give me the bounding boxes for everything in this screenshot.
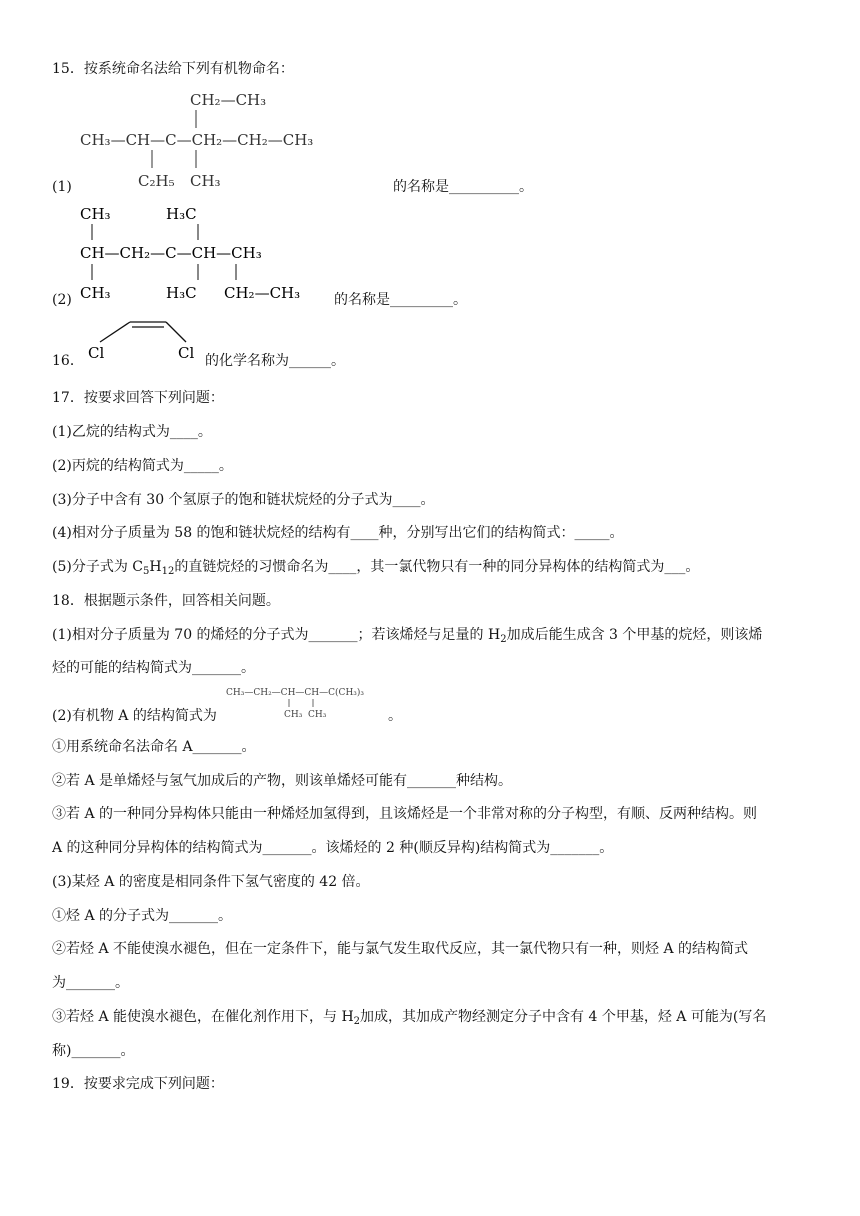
a-methyl-2: CH₃ xyxy=(308,710,327,720)
s2-top-left: CH₃ xyxy=(80,205,111,223)
q18-d3-line2: 称)_______。 xyxy=(52,1043,135,1059)
s2-bottom-mid: H₃C xyxy=(166,284,197,302)
q17-line3: (3)分子中含有 30 个氢原子的饱和链状烷烃的分子式为____。 xyxy=(52,492,435,508)
a-main-chain: CH₃—CH₂—CH—CH—C(CH₃)₃ xyxy=(226,688,365,698)
s1-methyl: CH₃ xyxy=(190,172,221,190)
s2-bottom-right: CH₂—CH₃ xyxy=(224,284,301,302)
cl-right: Cl xyxy=(178,344,195,362)
s2-main-chain: CH—CH₂—C—CH—CH₃ xyxy=(80,244,262,262)
s1-ethyl: C₂H₅ xyxy=(138,172,175,190)
q17-line2: (2)丙烷的结构简式为_____。 xyxy=(52,458,233,474)
s1-main-chain: CH₃—CH—C—CH₂—CH₂—CH₃ xyxy=(80,131,314,149)
q18-c2: ②若 A 是单烯烃与氢气加成后的产物，则该单烯烃可能有_______种结构。 xyxy=(52,773,513,789)
q17-stem: 17．按要求回答下列问题： xyxy=(52,390,224,406)
q15-part2-text: 的名称是_________。 xyxy=(334,292,467,308)
a-methyl-1: CH₃ xyxy=(284,710,303,720)
q15-part1-text: 的名称是__________。 xyxy=(393,179,533,195)
q17-line1: (1)乙烷的结构式为____。 xyxy=(52,424,212,440)
q17-line4: (4)相对分子质量为 58 的饱和链状烷烃的结构有____种，分别写出它们的结构简式：_____。 xyxy=(52,525,624,541)
q16-text: 的化学名称为______。 xyxy=(205,353,345,369)
q15-stem: 15．按系统命名法给下列有机物命名： xyxy=(52,61,294,77)
q18-part1-line1: (1)相对分子质量为 70 的烯烃的分子式为_______；若该烯烃与足量的 $H_2$加成后能生成含 3 个甲基的烷烃，则该烯 xyxy=(52,627,763,645)
q18-c3-line1: ③若 A 的一种同分异构体只能由一种烯烃加氢得到，且该烯烃是一个非常对称的分子构型，有顺、反两种结构。则 xyxy=(52,806,758,822)
s2-bottom-left: CH₃ xyxy=(80,284,111,302)
dichloroethene-structure xyxy=(86,316,206,364)
q18-d2-line1: ②若烃 A 不能使溴水褪色，但在一定条件下，能与氯气发生取代反应，其一氯代物只有一种，则烃 A 的结构简式 xyxy=(52,941,749,957)
q15-part1-label: (1) xyxy=(52,179,72,195)
q18-d2-line2: 为_______。 xyxy=(52,975,129,991)
structure-1 xyxy=(74,86,394,194)
q18-c1: ①用系统命名法命名 A_______。 xyxy=(52,739,256,755)
q17-line5: (5)分子式为 $C_5H_{12}$的直链烷烃的习惯命名为____，其一氯代物只有一种的同分异构体的结构简式为___。 xyxy=(52,559,700,577)
q16-number: 16． xyxy=(52,353,84,369)
q18-part1-line2: 烃的可能的结构简式为_______。 xyxy=(52,660,255,676)
q19-stem: 19．按要求完成下列问题： xyxy=(52,1076,224,1092)
s1-top-group: CH₂—CH₃ xyxy=(190,91,267,109)
cl-left: Cl xyxy=(88,344,105,362)
q18-part2-text: (2)有机物 A 的结构简式为 xyxy=(52,708,217,724)
q18-part2-end: 。 xyxy=(388,708,402,724)
q18-part3: (3)某烃 A 的密度是相同条件下氢气密度的 42 倍。 xyxy=(52,874,370,890)
q18-c3-line2: A 的这种同分异构体的结构简式为_______。该烯烃的 2 种(顺反异构)结构简式为_______。 xyxy=(52,840,614,856)
q15-part2-label: (2) xyxy=(52,292,72,308)
q18-d1: ①烃 A 的分子式为_______。 xyxy=(52,908,233,924)
q18-stem: 18．根据题示条件，回答相关问题。 xyxy=(52,593,280,609)
structure-a xyxy=(226,684,386,724)
q18-d3-line1: ③若烃 A 能使溴水褪色，在催化剂作用下，与 $H_2$加成，其加成产物经测定分子中含有 4 个甲基，烃 A 可能为(写名 xyxy=(52,1009,767,1027)
s2-top-mid: H₃C xyxy=(166,205,197,223)
structure-2 xyxy=(74,200,334,308)
